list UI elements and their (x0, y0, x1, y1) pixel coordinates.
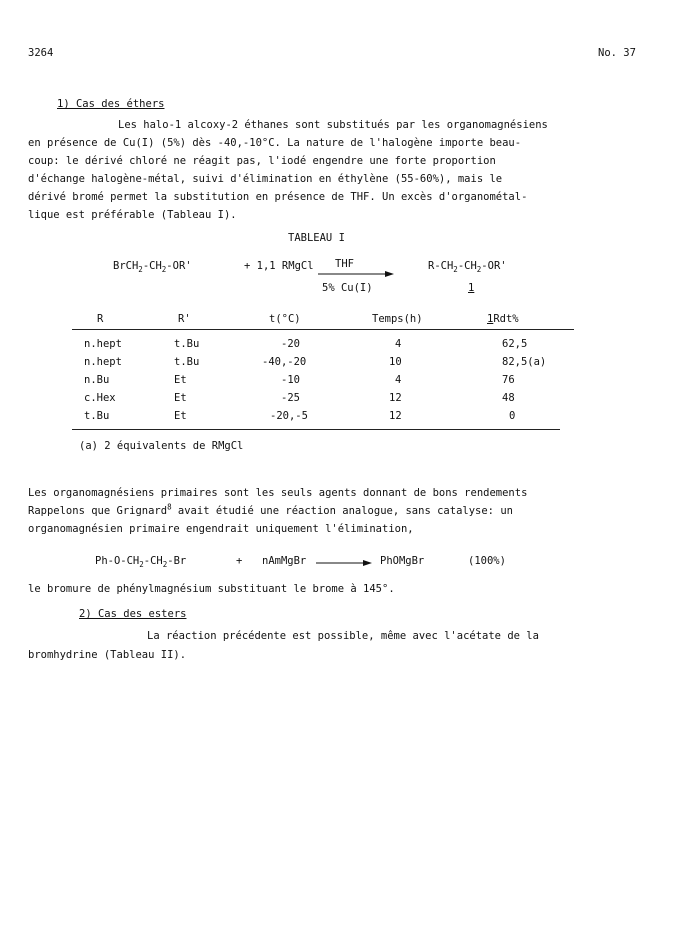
table-rule-bottom (72, 429, 560, 430)
paragraph-line: coup: le dérivé chloré ne réagit pas, l'iodé engendre une forte proportion (28, 155, 496, 167)
equation-product: PhOMgBr (380, 555, 425, 567)
equation-plus: + (236, 555, 243, 567)
table-cell: 0 (509, 410, 516, 422)
table-cell: 76 (502, 374, 515, 386)
table-cell: 62,5 (502, 338, 528, 350)
table-cell: Et (174, 392, 187, 404)
paragraph-line: lique est préférable (Tableau I). (28, 209, 237, 221)
section-heading-ethers: 1) Cas des éthers (57, 98, 165, 110)
table-cell: 4 (395, 338, 402, 350)
table-cell: 48 (502, 392, 515, 404)
table-cell: -20 (281, 338, 300, 350)
table-cell: 10 (389, 356, 402, 368)
condition-solvent: THF (335, 258, 354, 270)
paragraph-line: dérivé bromé permet la substitution en présence de THF. Un excès d'organométal- (28, 191, 528, 203)
reagent: + 1,1 RMgCl (244, 260, 314, 272)
table-rule-top (72, 329, 574, 330)
table-cell: t.Bu (174, 338, 200, 350)
column-header-r-prime: R' (178, 313, 191, 325)
page-number: 3264 (28, 47, 54, 59)
condition-catalyst: 5% Cu(I) (322, 282, 373, 294)
paragraph-line: organomagnésien primaire engendrait uniquement l'élimination, (28, 523, 414, 535)
table-cell: -25 (281, 392, 300, 404)
equation-reactant: $Ph-O-CH_2-CH_2-Br$ (95, 555, 187, 570)
paragraph-line: bromhydrine (Tableau II). (28, 649, 187, 661)
reaction-arrow-icon (318, 270, 394, 278)
column-header-yield: 1Rdt% (487, 313, 519, 325)
paragraph-line: La réaction précédente est possible, même avec l'acétate de la (147, 630, 539, 642)
table-cell: t.Bu (174, 356, 200, 368)
table-cell: n.Bu (84, 374, 110, 386)
table-cell: -20,-5 (270, 410, 308, 422)
table-cell: c.Hex (84, 392, 116, 404)
table-cell: 12 (389, 410, 402, 422)
table-title: TABLEAU I (288, 232, 345, 244)
paragraph-line: d'échange halogène-métal, suivi d'élimination en éthylène (55-60%), mais le (28, 173, 503, 185)
table-cell: 4 (395, 374, 402, 386)
column-header-time: Temps(h) (372, 313, 423, 325)
product: $R-CH_2-CH_2-OR'$ (428, 260, 507, 275)
paragraph-line: Les halo-1 alcoxy-2 éthanes sont substitués par les organomagnésiens (118, 119, 548, 131)
table-cell: Et (174, 374, 187, 386)
table-cell: -10 (281, 374, 300, 386)
equation-reagent: nAmMgBr (262, 555, 307, 567)
table-cell: -40,-20 (262, 356, 307, 368)
issue-number: No. 37 (598, 47, 636, 59)
reaction-arrow-icon (316, 559, 372, 567)
paragraph-line: le bromure de phénylmagnésium substituant le brome à 145°. (28, 583, 395, 595)
table-cell: t.Bu (84, 410, 110, 422)
table-cell: 12 (389, 392, 402, 404)
paragraph-line: Rappelons que Grignard$^8$ avait étudié une réaction analogue, sans catalyse: un (28, 502, 513, 517)
table-cell: n.hept (84, 338, 122, 350)
table-footnote: (a) 2 équivalents de RMgCl (79, 440, 244, 452)
table-cell: n.hept (84, 356, 122, 368)
product-number: 1 (468, 282, 475, 294)
equation-yield: (100%) (468, 555, 506, 567)
reactant: $BrCH_2-CH_2-OR'$ (113, 260, 192, 275)
column-header-temperature: t(°C) (269, 313, 301, 325)
column-header-r: R (97, 313, 104, 325)
paragraph-line: en présence de Cu(I) (5%) dès -40,-10°C. La nature de l'halogène importe beau- (28, 137, 522, 149)
table-cell: 82,5(a) (502, 356, 547, 368)
table-cell: Et (174, 410, 187, 422)
paragraph-line: Les organomagnésiens primaires sont les seuls agents donnant de bons rendements (28, 487, 528, 499)
section-heading-esters: 2) Cas des esters (79, 608, 187, 620)
